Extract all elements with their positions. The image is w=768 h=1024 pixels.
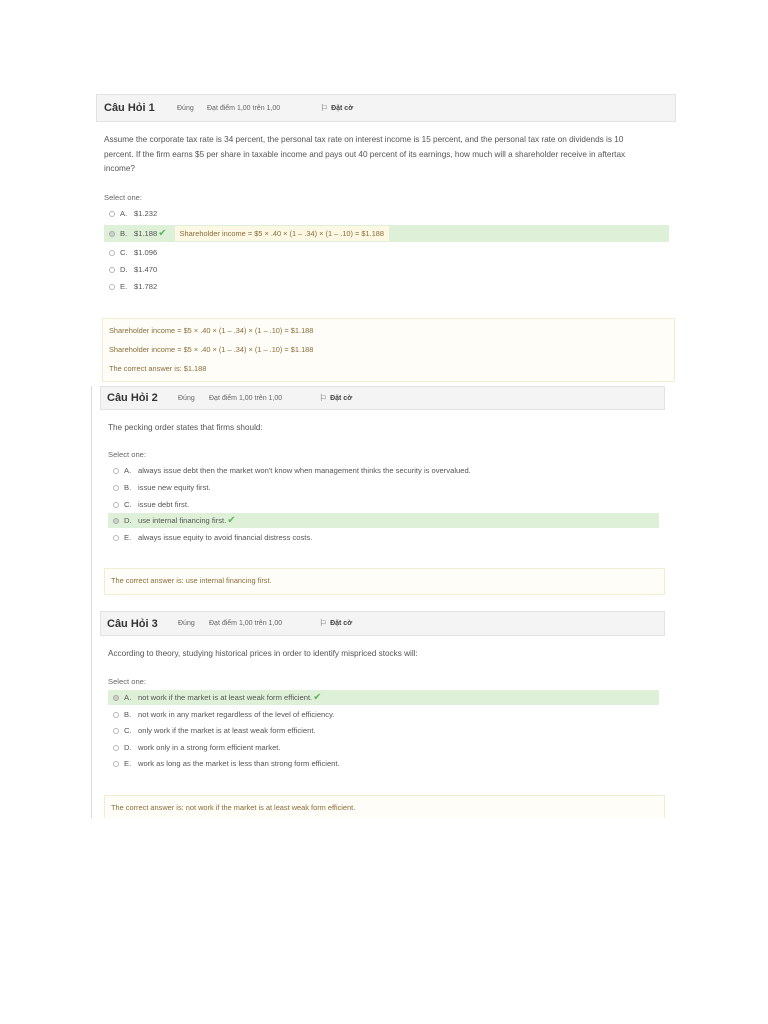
option-text: $1.470 (134, 265, 158, 274)
question-2-status: Đúng (178, 394, 195, 402)
option-text: $1.096 (134, 248, 158, 257)
question-2-score: Đạt điểm 1,00 trên 1,00 (209, 394, 283, 402)
question-3-flag-label: Đặt cờ (330, 620, 353, 627)
option-letter: A. (120, 209, 128, 218)
question-3-feedback (104, 795, 665, 818)
question-2-option-e[interactable] (108, 530, 659, 545)
question-3-status: Đúng (178, 620, 195, 627)
page-edge (91, 386, 92, 818)
question-2-select-one: Select one: (108, 450, 146, 459)
option-text: always issue equity to avoid financial distress costs. (138, 533, 313, 542)
option-letter: D. (124, 516, 132, 525)
question-1-text-line: Assume the corporate tax rate is 34 percent, the personal tax rate on interest income is 15 percent, and the personal tax rate on dividends is 10 (104, 135, 624, 144)
question-1-select-one: Select one: (104, 193, 142, 202)
question-1-status: Đúng (177, 104, 194, 112)
radio-icon[interactable] (113, 535, 119, 541)
question-3-text-line: According to theory, studying historical prices in order to identify mispriced stocks will: (108, 649, 418, 658)
option-letter: A. (124, 693, 132, 702)
question-3-header (100, 611, 665, 636)
radio-icon[interactable] (113, 518, 119, 524)
option-letter: C. (124, 500, 132, 509)
option-letter: B. (120, 229, 128, 238)
option-letter: E. (120, 282, 128, 291)
option-letter: B. (124, 710, 132, 719)
question-2-flag-label: Đặt cờ (330, 394, 353, 402)
question-3-select-one: Select one: (108, 677, 146, 686)
radio-icon[interactable] (113, 712, 119, 718)
question-2-feedback (104, 568, 665, 595)
radio-icon[interactable] (113, 761, 119, 767)
radio-icon[interactable] (109, 231, 115, 237)
question-3-text (108, 647, 658, 662)
radio-icon[interactable] (109, 250, 115, 256)
question-3-option-c[interactable] (108, 723, 659, 738)
radio-icon[interactable] (113, 695, 119, 701)
question-2-option-b[interactable] (108, 480, 659, 495)
question-3-option-a[interactable] (108, 690, 659, 705)
question-1-title: Câu Hỏi 1 (104, 102, 155, 114)
flag-icon: ⚐ (319, 392, 328, 403)
question-1-option-c[interactable] (104, 245, 669, 260)
question-3-title: Câu Hỏi 3 (107, 617, 158, 630)
question-1-inline-feedback: Shareholder income = $5 × .40 × (1 – .34) × (1 – .10) = $1.188 (175, 226, 389, 241)
question-2-title: Câu Hỏi 2 (107, 392, 158, 404)
question-1-score: Đạt điểm 1,00 trên 1,00 (207, 104, 281, 112)
option-text: use internal financing first. (138, 516, 227, 525)
question-1-flag-button[interactable] (320, 103, 353, 114)
option-letter: C. (120, 248, 128, 257)
question-2-option-d[interactable] (108, 513, 659, 528)
option-text: $1.188 (134, 229, 158, 238)
question-2-text-line: The pecking order states that firms should: (108, 423, 263, 432)
radio-icon[interactable] (113, 728, 119, 734)
question-1-option-d[interactable] (104, 262, 669, 277)
check-icon: ✔ (227, 515, 236, 526)
feedback-correct-answer: The correct answer is: use internal financing first. (111, 576, 272, 585)
question-2-option-c[interactable] (108, 497, 659, 512)
feedback-line: Shareholder income = $5 × .40 × (1 – .34) × (1 – .10) = $1.188 (109, 345, 314, 354)
flag-icon: ⚐ (319, 618, 328, 628)
option-letter: E. (124, 533, 132, 542)
option-text: always issue debt then the market won't know when management thinks the security is overvalued. (138, 466, 471, 475)
option-text: work as long as the market is less than strong form efficient. (138, 759, 340, 768)
option-text: work only in a strong form efficient market. (138, 743, 281, 752)
option-text: only work if the market is at least weak form efficient. (138, 726, 316, 735)
radio-icon[interactable] (109, 211, 115, 217)
feedback-line: Shareholder income = $5 × .40 × (1 – .34) × (1 – .10) = $1.188 (109, 326, 314, 335)
question-3-flag-button[interactable] (319, 618, 352, 629)
question-1-feedback (102, 318, 675, 382)
question-3-option-d[interactable] (108, 740, 659, 755)
option-text: not work if the market is at least weak form efficient. (138, 693, 313, 702)
question-3-option-e[interactable] (108, 756, 659, 771)
option-letter: B. (124, 483, 132, 492)
question-1-flag-label: Đặt cờ (331, 104, 354, 112)
option-text: $1.782 (134, 282, 158, 291)
radio-icon[interactable] (109, 267, 115, 273)
radio-icon[interactable] (113, 468, 119, 474)
question-1-option-a[interactable] (104, 206, 669, 221)
question-2-header (100, 386, 665, 410)
option-letter: C. (124, 726, 132, 735)
radio-icon[interactable] (113, 502, 119, 508)
radio-icon[interactable] (109, 284, 115, 290)
option-letter: A. (124, 466, 132, 475)
question-2-text (108, 421, 658, 436)
question-1-text-line: income? (104, 164, 135, 173)
option-text: issue new equity first. (138, 483, 211, 492)
question-1-option-e[interactable] (104, 279, 669, 294)
question-2-option-a[interactable] (108, 463, 659, 478)
option-letter: D. (124, 743, 132, 752)
feedback-correct-answer: The correct answer is: not work if the market is at least weak form efficient. (111, 803, 356, 812)
check-icon: ✔ (158, 228, 167, 239)
option-text: not work in any market regardless of the level of efficiency. (138, 710, 335, 719)
question-3-score: Đạt điểm 1,00 trên 1,00 (209, 620, 283, 627)
option-letter: D. (120, 265, 128, 274)
option-letter: E. (124, 759, 132, 768)
question-3-option-b[interactable] (108, 707, 659, 722)
question-2-flag-button[interactable] (319, 393, 352, 404)
question-1-text (104, 133, 674, 177)
option-text: $1.232 (134, 209, 158, 218)
check-icon: ✔ (313, 692, 322, 703)
flag-icon: ⚐ (320, 102, 329, 113)
radio-icon[interactable] (113, 485, 119, 491)
question-1-text-line: percent. If the firm earns $5 per share in taxable income and pays out 40 percent of its earnings, how much will a shareholder receive in aftertax (104, 149, 626, 159)
feedback-correct-answer: The correct answer is: $1.188 (109, 364, 207, 373)
radio-icon[interactable] (113, 745, 119, 751)
option-text: issue debt first. (138, 500, 190, 509)
question-1-header (96, 94, 676, 122)
question-1-option-b[interactable] (104, 225, 669, 242)
